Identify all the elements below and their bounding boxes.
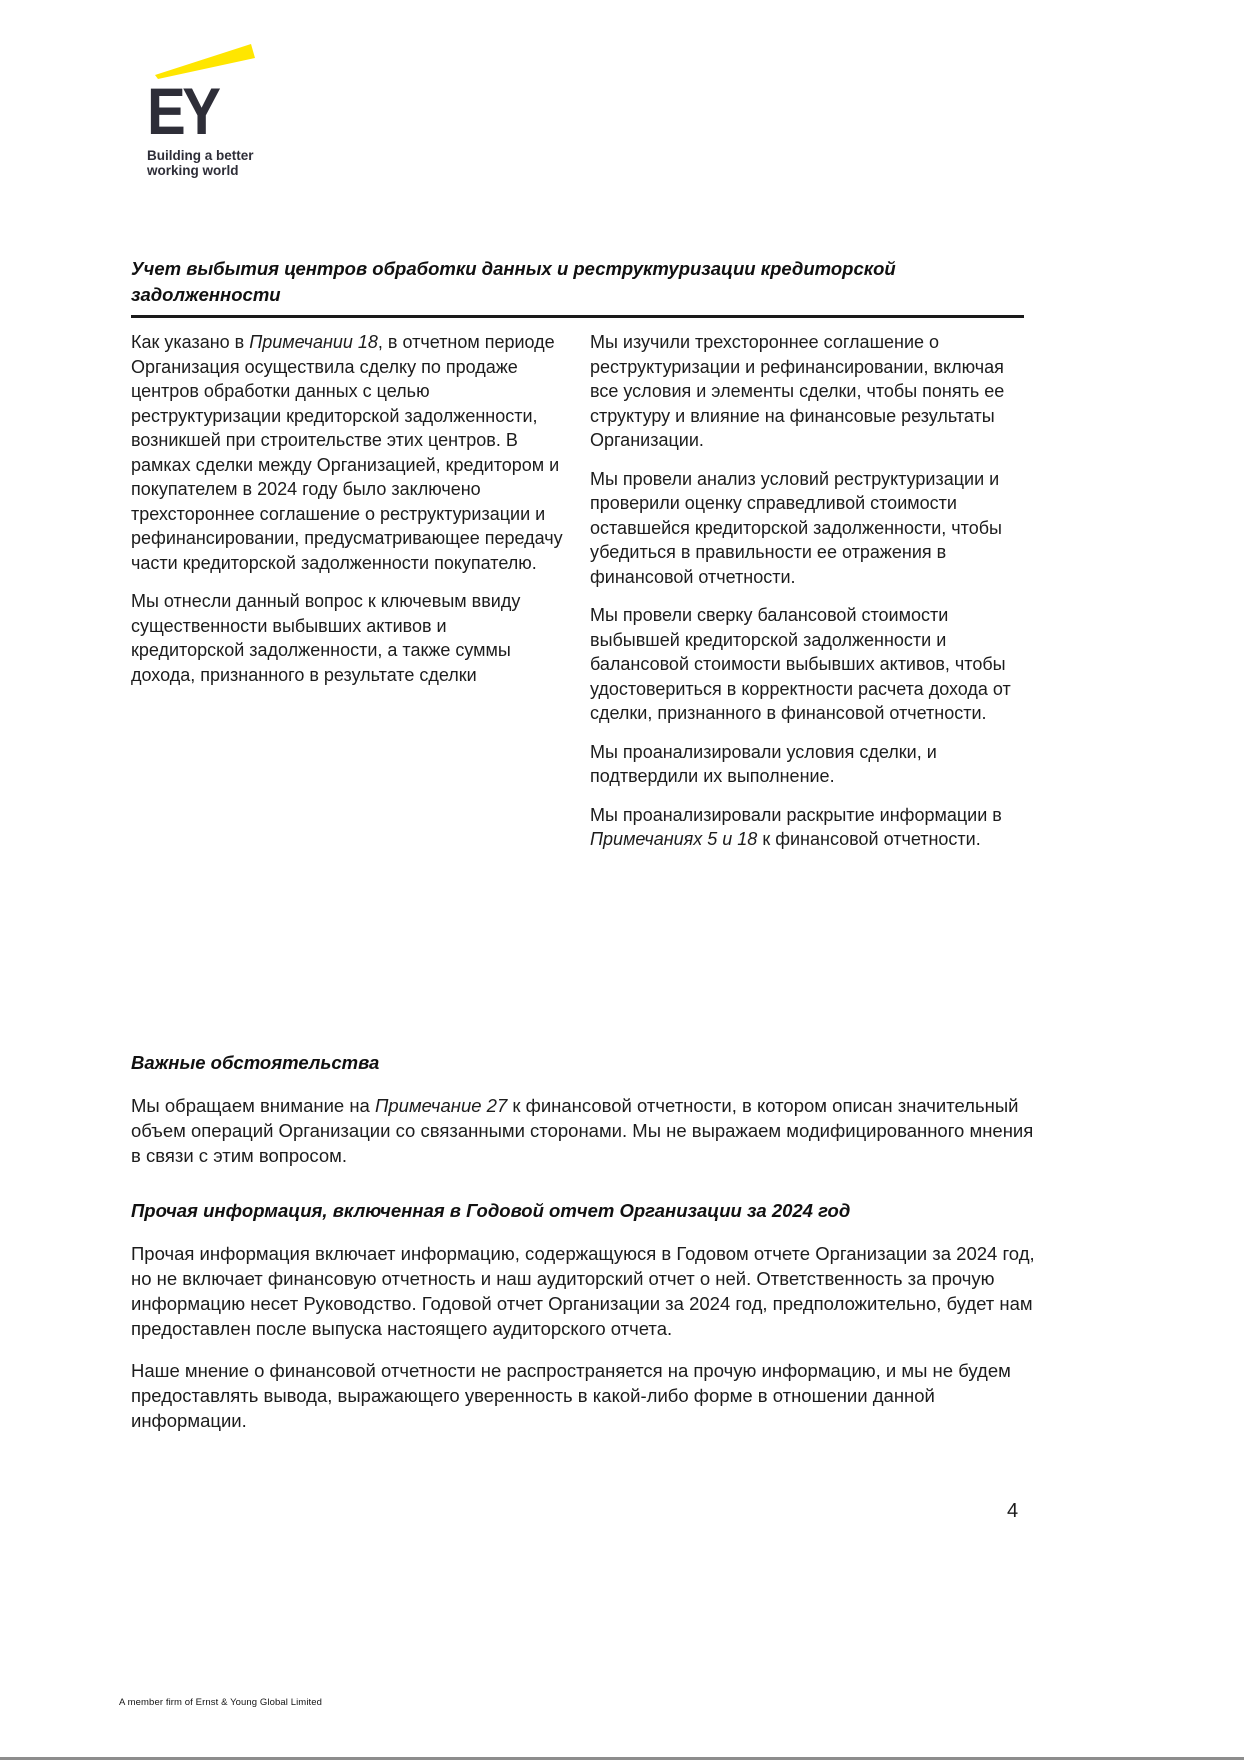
ey-tagline [147, 148, 277, 178]
ey-wordmark: EY [147, 74, 218, 148]
kam-right-paragraph-1: Мы изучили трехстороннее соглашение о реструктуризации и рефинансировании, включая все условия и элементы сделки, чтобы понять ее структуру и влияние на финансовые результаты Организации. [590, 332, 1005, 450]
emphasis-of-matter-heading: Важные обстоятельства [131, 1052, 380, 1073]
kam-right-paragraph-2: Мы провели анализ условий реструктуризации и проверили оценку справедливой стоимости оставшейся кредиторской задолженности, чтобы убедиться в правильности ее отражения в финансовой отчетности. [590, 468, 1002, 587]
other-information-heading: Прочая информация, включенная в Годовой отчет Организации за 2024 год [131, 1200, 851, 1221]
other-information-section [131, 1198, 1043, 1450]
key-audit-matter-section [131, 256, 1024, 866]
other-information-paragraph-2: Наше мнение о финансовой отчетности не распространяется на прочую информацию, и мы не будем предоставлять вывода, выражающего уверенность в какой-либо форме в отношении данной информации. [131, 1360, 1011, 1431]
key-audit-matter-heading: Учет выбытия центров обработки данных и реструктуризации кредиторской задолженности [131, 256, 1024, 318]
kam-left-paragraph-1: Как указано в Примечании 18, в отчетном периоде Организация осуществила сделку по продаже центров обработки данных с целью реструктуризации кредиторской задолженности, возникшей при строительстве этих центров. В рамках сделки между Организацией, кредитором и покупателем в 2024 году было заключено трехстороннее соглашение о реструктуризации и рефинансировании, предусматривающее передачу части кредиторской задолженности покупателю. [131, 332, 563, 573]
member-firm-note: A member firm of Ernst & Young Global Limited [119, 1697, 323, 1708]
ey-logo [147, 44, 277, 178]
kam-left-column [131, 330, 564, 866]
kam-right-paragraph-3: Мы провели сверку балансовой стоимости выбывшей кредиторской задолженности и балансовой стоимости выбывших активов, чтобы удостовериться в корректности расчета дохода от сделки, признанного в финансовой отчетности. [590, 605, 1011, 723]
emphasis-of-matter-section [131, 1050, 1043, 1185]
emphasis-of-matter-paragraph: Мы обращаем внимание на Примечание 27 к финансовой отчетности, в котором описан значительный объем операций Организации со связанными сторонами. Мы не выражаем модифицированного мнения в связи с этим вопросом. [131, 1095, 1034, 1166]
kam-right-column [590, 330, 1023, 866]
ey-tagline-line2: working world [147, 163, 239, 178]
ey-tagline-line1: Building a better [147, 148, 254, 163]
page-number: 4 [1007, 1500, 1019, 1522]
other-information-paragraph-1: Прочая информация включает информацию, содержащуюся в Годовом отчете Организации за 2024 год, но не включает финансовую отчетность и наш аудиторский отчет о ней. Ответственность за прочую информацию несет Руководство. Годовой отчет Организации за 2024 год, предположительно, будет нам предоставлен после выпуска настоящего аудиторского отчета. [131, 1243, 1035, 1339]
kam-left-paragraph-2: Мы отнесли данный вопрос к ключевым ввиду существенности выбывших активов и кредиторской задолженности, а также суммы дохода, признанного в результате сделки [131, 591, 521, 685]
kam-right-paragraph-5: Мы проанализировали раскрытие информации в Примечаниях 5 и 18 к финансовой отчетности. [590, 804, 1002, 849]
kam-right-paragraph-4: Мы проанализировали условия сделки, и подтвердили их выполнение. [590, 741, 937, 786]
kam-columns [131, 330, 1024, 866]
